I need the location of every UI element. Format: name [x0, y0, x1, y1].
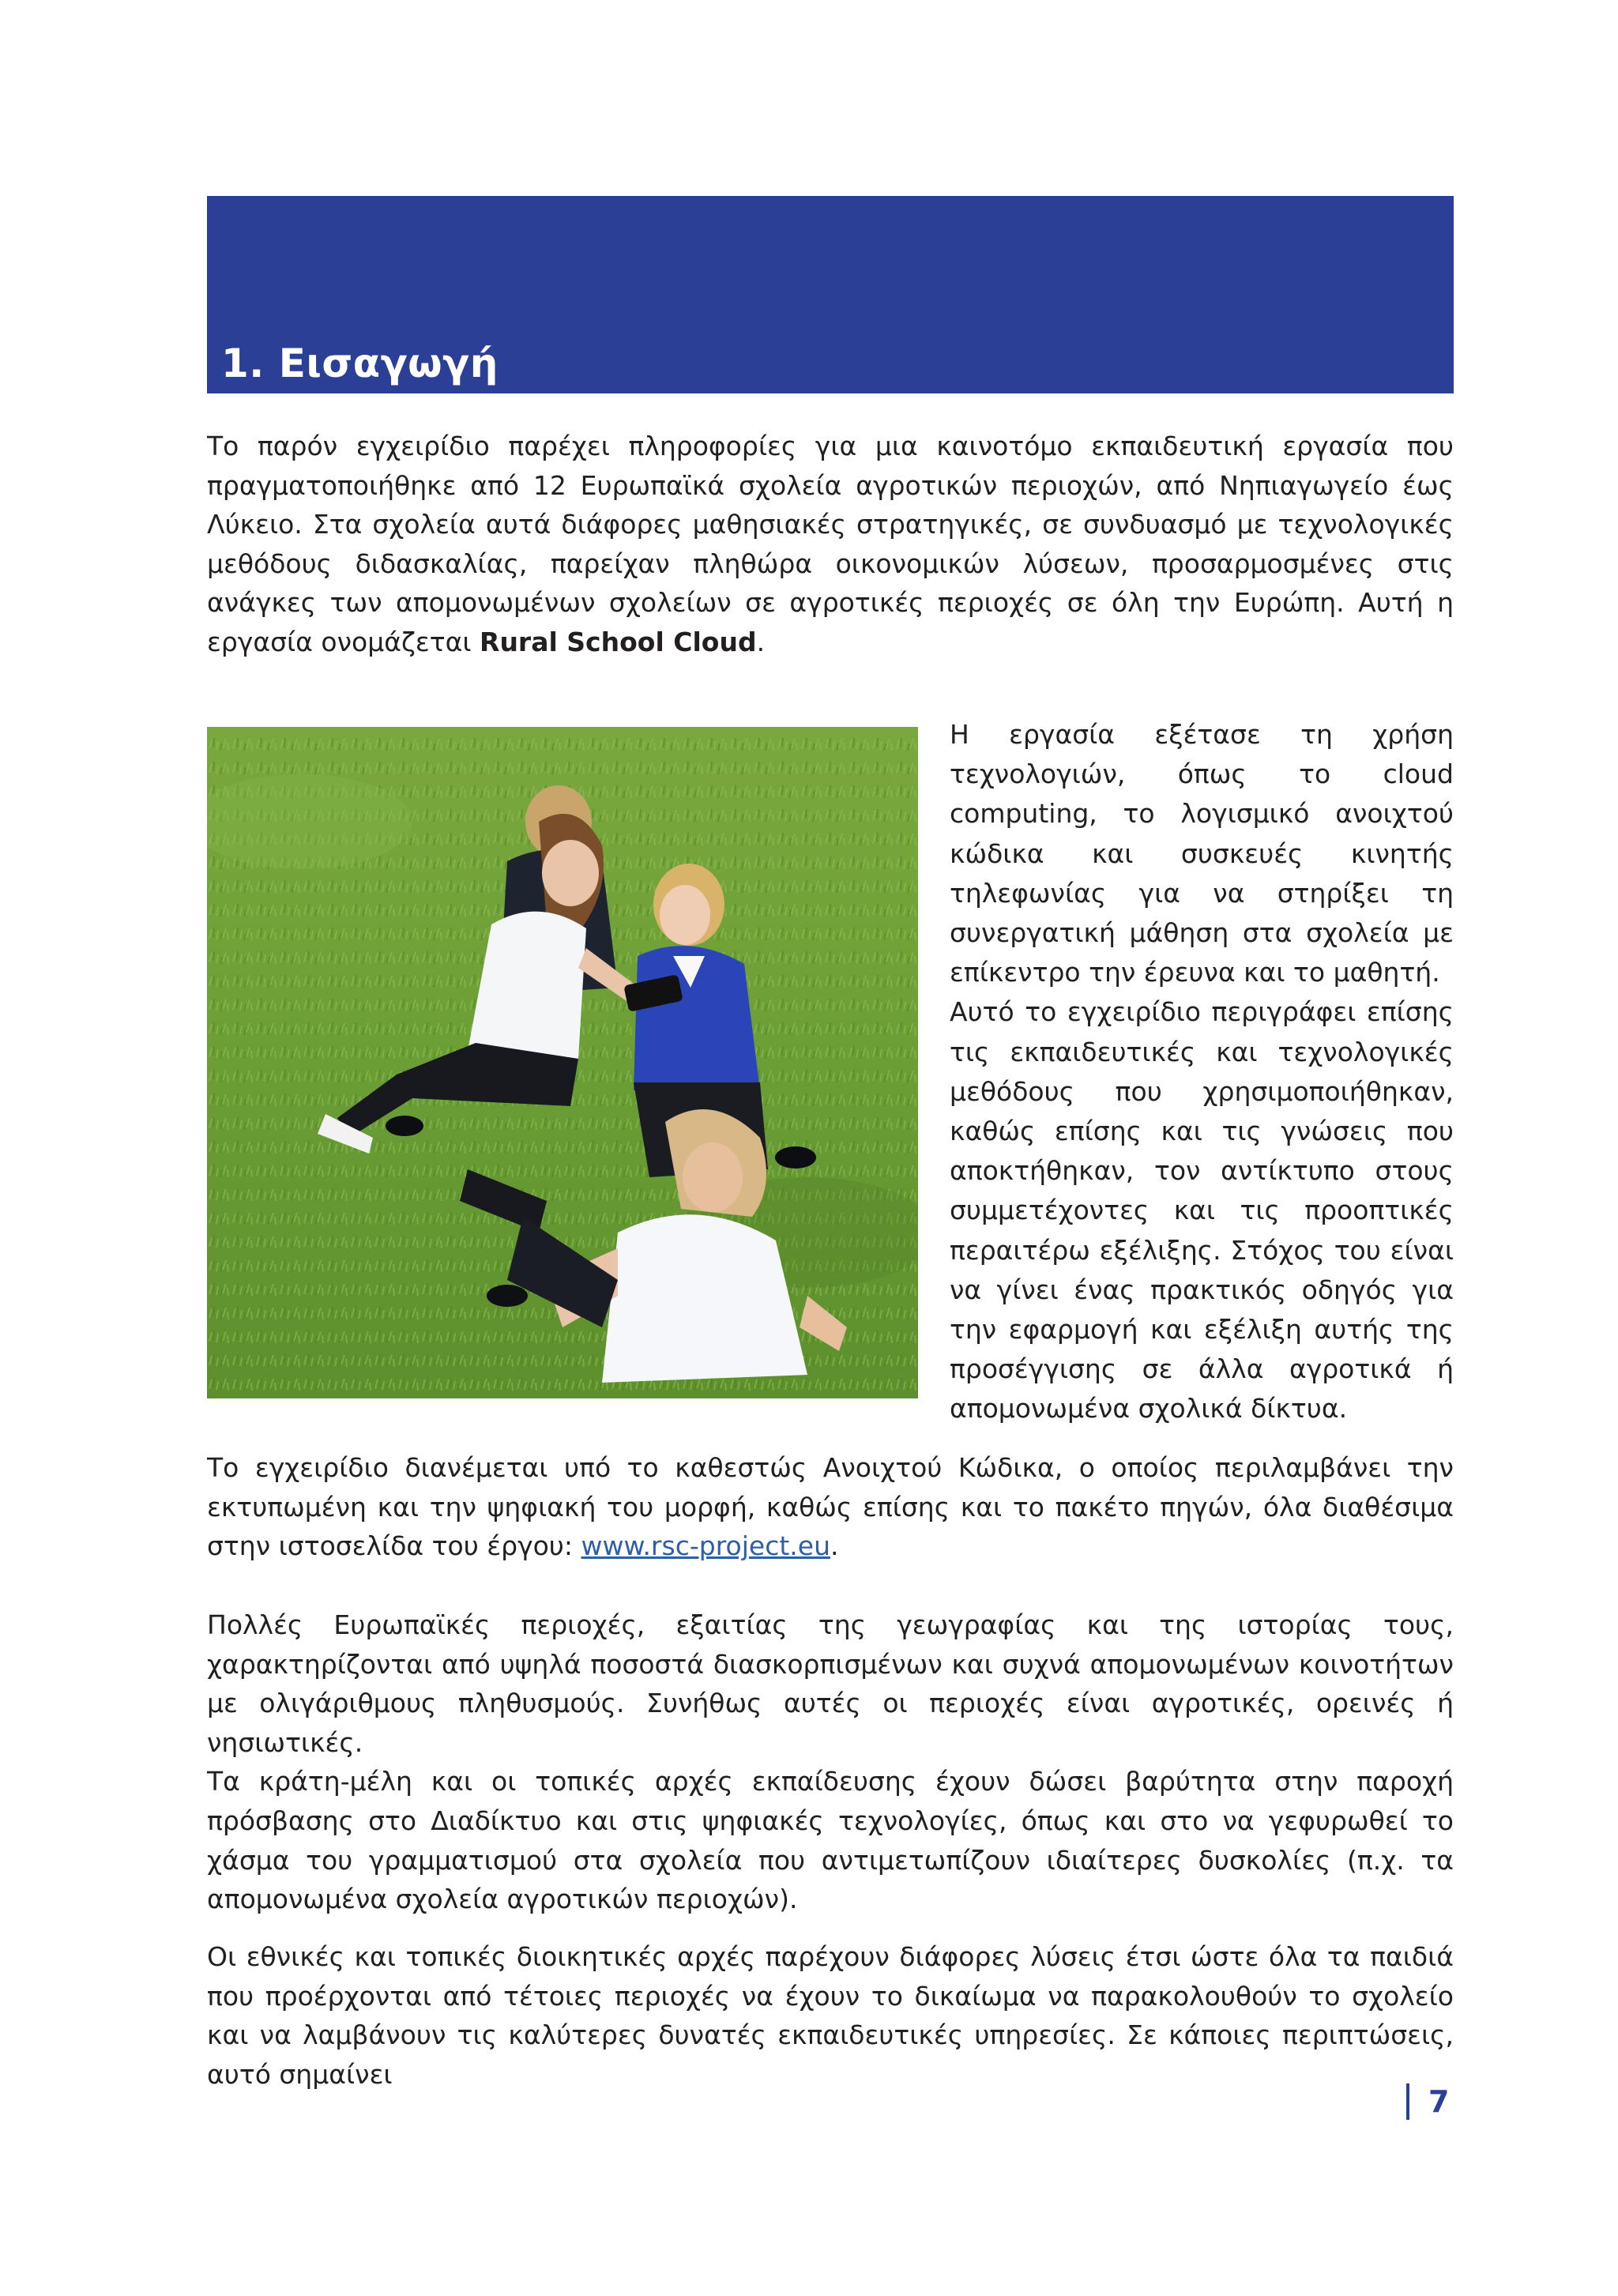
- page-number-value: 7: [1428, 2084, 1450, 2119]
- intro-end: .: [756, 626, 766, 657]
- section-header-banner: [207, 196, 1454, 393]
- children-photo: [207, 727, 918, 1398]
- page-number-divider: [1406, 2083, 1409, 2120]
- authorities-text: Οι εθνικές και τοπικές διοικητικές αρχές παρέχουν διάφορες λύσεις έτσι ώστε όλα τα παιδιά που προέρχονται από τέτοιες περιοχές να έχουν το δικαίωμα να παρακολουθούν το σχολείο και να λαμβάνουν τις καλύτερες δυνατές εκπαιδευτικές υπηρεσίες. Σε κάποιες περιπτώσεις, αυτό σημαίνει: [207, 1941, 1454, 2090]
- distribution-paragraph: [207, 1448, 1454, 1566]
- regions-paragraph-1: Πολλές Ευρωπαϊκές περιοχές, εξαιτίας της γεωγραφίας και της ιστορίας τους, χαρακτηρίζονται από υψηλά ποσοστά διασκορπισμένων και συχνά απομονωμένων κοινοτήτων με ολιγάριθμους πληθυσμούς. Συνήθως αυτές οι περιοχές είναι αγροτικές, ορεινές ή νησιωτικές.: [207, 1609, 1454, 1758]
- section-title: 1. Εισαγωγή: [221, 341, 499, 386]
- intro-paragraph: [207, 427, 1454, 662]
- side-paragraph-1: Η εργασία εξέτασε τη χρήση τεχνολογιών, όπως το cloud computing, το λογισμικό ανοιχτού κώδικα και συσκευές κινητής τηλεφωνίας για να στηρίξει τη συνεργατική μάθηση στα σχολεία με επίκεντρο την έρευνα και το μαθητή.: [950, 719, 1454, 988]
- project-name: Rural School Cloud: [480, 626, 757, 657]
- side-column-text: [950, 715, 1454, 1429]
- project-website-link[interactable]: www.rsc-project.eu: [581, 1530, 830, 1562]
- side-paragraph-2: Αυτό το εγχειρίδιο περιγράφει επίσης τις εκπαιδευτικές και τεχνολογικές μεθόδους που χρησιμοποιήθηκαν, καθώς επίσης και τις γνώσεις που αποκτήθηκαν, τον αντίκτυπο στους συμμετέχοντες και τις προοπτικές περαιτέρω εξέλιξης. Στόχος του είναι να γίνει ένας πρακτικός οδηγός για την εφαρμογή και εξέλιξη αυτής της προσέγγισης σε άλλα αγροτικά ή απομονωμένα σχολικά δίκτυα.: [950, 996, 1454, 1425]
- authorities-paragraph: [207, 1937, 1454, 2094]
- intro-text: Το παρόν εγχειρίδιο παρέχει πληροφορίες για μια καινοτόμο εκπαιδευτική εργασία που πραγματοποιήθηκε από 12 Ευρωπαϊκά σχολεία αγροτικών περιοχών, από Νηπιαγωγείο έως Λύκειο. Στα σχολεία αυτά διάφορες μαθησιακές στρατηγικές, σε συνδυασμό με τεχνολογικές μεθόδους διδασκαλίας, παρείχαν πληθώρα οικονομικών λύσεων, προσαρμοσμένες στις ανάγκες των απομονωμένων σχολείων σε αγροτικές περιοχές σε όλη την Ευρώπη. Αυτή η εργασία ονομάζεται: [207, 431, 1454, 657]
- distribution-end: .: [830, 1530, 839, 1562]
- regions-section: [207, 1605, 1454, 1919]
- page-number: [1406, 2080, 1449, 2124]
- distribution-text: Το εγχειρίδιο διανέμεται υπό το καθεστώς Ανοιχτού Κώδικα, ο οποίος περιλαμβάνει την εκτυπωμένη και την ψηφιακή του μορφή, καθώς επίσης και το πακέτο πηγών, όλα διαθέσιμα στην ιστοσελίδα του έργου:: [207, 1452, 1454, 1562]
- regions-paragraph-2: Τα κράτη-μέλη και οι τοπικές αρχές εκπαίδευσης έχουν δώσει βαρύτητα στην παροχή πρόσβασης στο Διαδίκτυο και στις ψηφιακές τεχνολογίες, όπως και στο να γεφυρωθεί το χάσμα του γραμματισμού στα σχολεία που αντιμετωπίζουν ιδιαίτερες δυσκολίες (π.χ. τα απομονωμένα σχολεία αγροτικών περιοχών).: [207, 1766, 1454, 1915]
